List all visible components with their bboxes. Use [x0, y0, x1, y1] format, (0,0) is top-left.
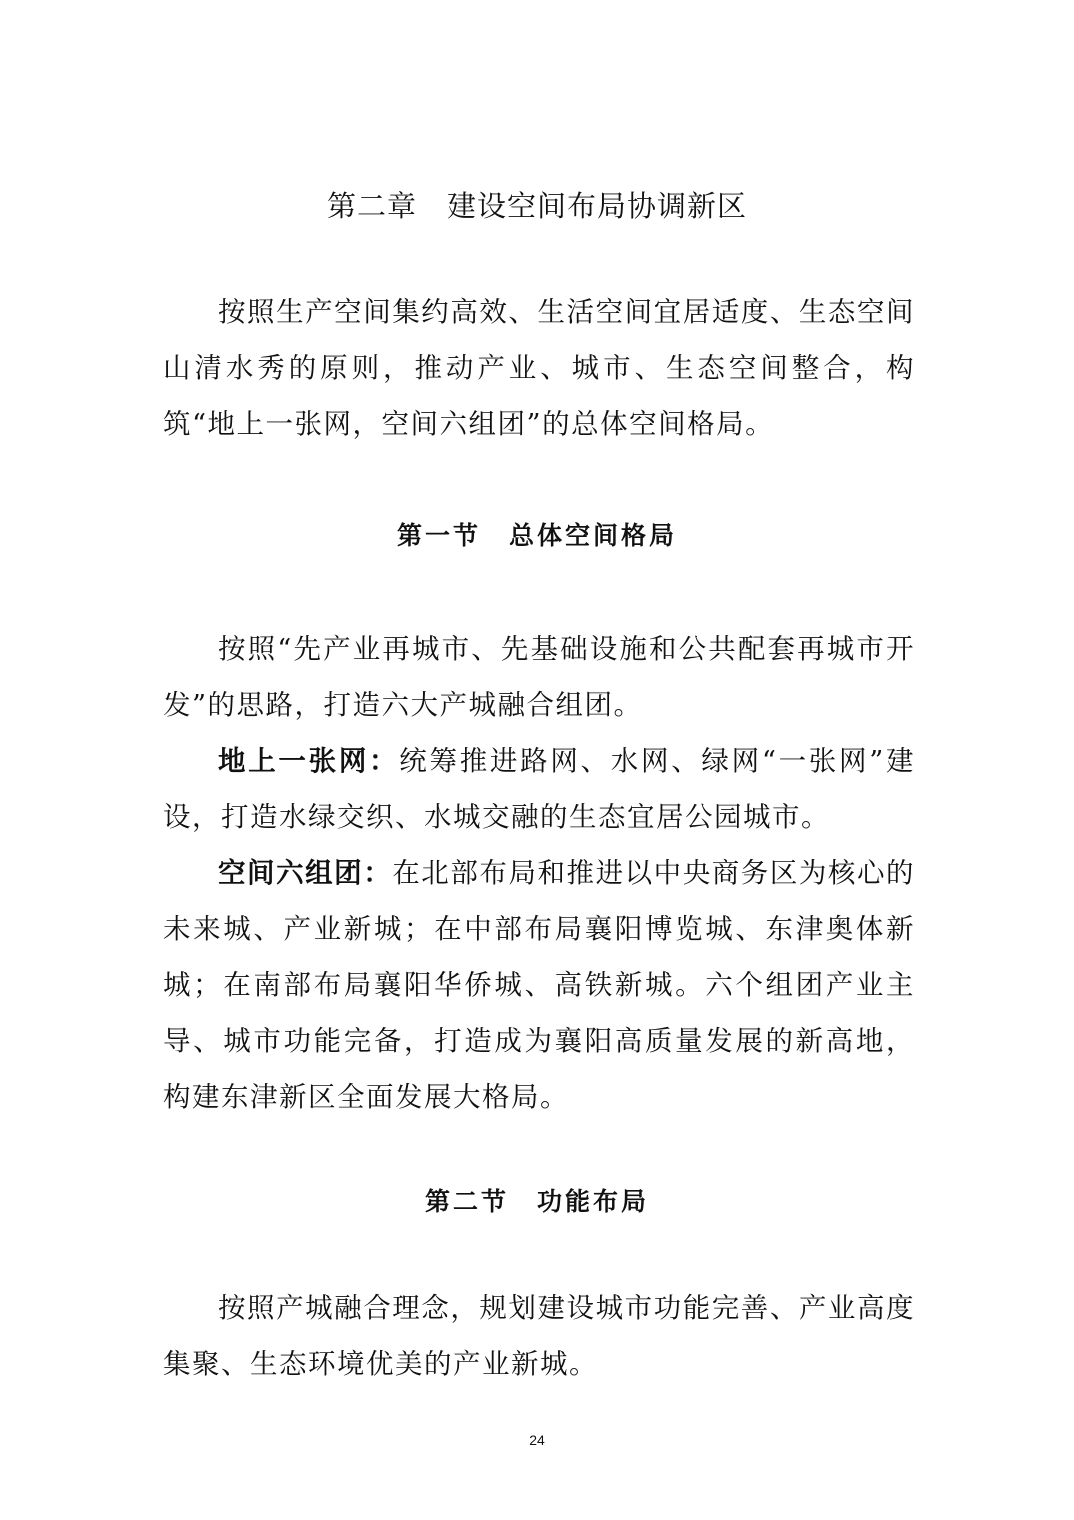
section-title-2: 第二节 功能布局	[424, 1187, 649, 1216]
paragraph-lead-network: 地上一张网：	[218, 745, 400, 777]
paragraph-body-clusters: 在北部布局和推进以中央商务区为核心的未来城、产业新城；在中部布局襄阳博览城、东津奥体新城；在南部布局襄阳华侨城、高铁新城。六个组团产业主导、城市功能完备，打造成为襄阳高质量发展的新高地，构建东津新区全面发展大格局。	[163, 857, 916, 1113]
paragraph-body-network: 统筹推进路网、水网、绿网“一张网”建设，打造水绿交织、水城交融的生态宜居公园城市。	[163, 745, 916, 833]
section2-paragraph-1: 按照产城融合理念，规划建设城市功能完善、产业高度集聚、生态环境优美的产业新城。	[163, 1292, 915, 1380]
intro-paragraph: 按照生产空间集约高效、生活空间宜居适度、生态空间山清水秀的原则，推动产业、城市、生态空间整合，构筑“地上一张网，空间六组团”的总体空间格局。	[163, 296, 915, 440]
section1-paragraph-3	[163, 845, 915, 1125]
section1-paragraph-2	[163, 733, 915, 845]
paragraph-lead-clusters: 空间六组团：	[218, 857, 393, 889]
page-number: 24	[529, 1432, 545, 1448]
section-title-1: 第一节 总体空间格局	[396, 521, 677, 550]
section1-paragraph-1: 按照“先产业再城市、先基础设施和公共配套再城市开发”的思路，打造六大产城融合组团。	[163, 633, 915, 721]
chapter-title: 第二章 建设空间布局协调新区	[326, 189, 747, 223]
